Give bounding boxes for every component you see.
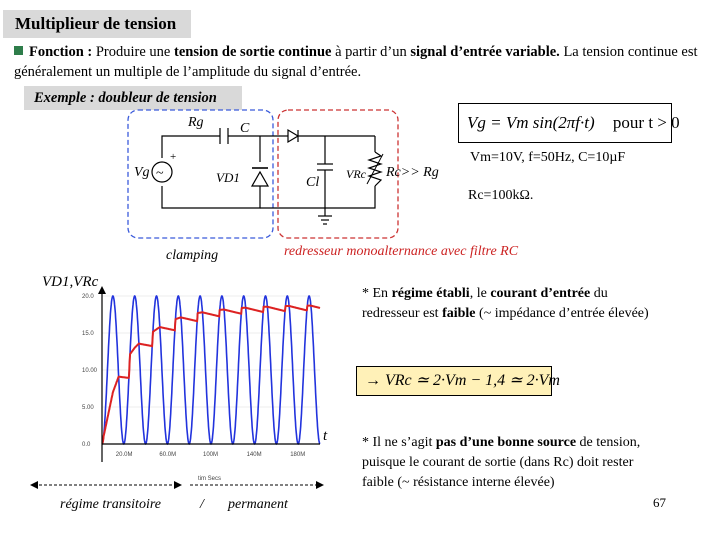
intro-paragraph [14,42,704,82]
label-vrc: VRc [346,167,366,181]
note2-a: * Il ne s’agit [362,435,436,450]
steady-label: permanent [228,497,288,512]
label-vd1: VD1 [216,170,240,185]
note1-c: , le [469,286,491,301]
plot-xlabel: tim Secs [198,476,222,482]
regime-separator: / [200,497,204,512]
vrc-formula-box: → VRc ≃ 2·Vm − 1,4 ≃ 2·Vm [356,366,552,396]
label-plus: + [170,151,177,163]
intro-lead: Fonction : [29,44,96,60]
transient-label: régime transitoire [60,497,161,512]
intro-t2: à partir d’un [331,44,411,60]
label-rg: Rg [188,115,204,130]
label-c: C [240,121,250,136]
note-steady-state [362,284,662,324]
note1-g: (~ impédance d’entrée élevée) [475,306,649,321]
y-axis-arrow-icon [98,286,106,294]
x-tick-label: 100M [203,452,219,458]
input-formula-box [458,103,680,143]
waveform-plot [80,284,340,484]
rectifier-region [278,110,398,238]
circuit-diagram [120,104,460,254]
source-symbol: ~ [156,166,164,181]
example-label: Exemple : doubleur de tension [24,86,242,110]
note1-f: faible [442,306,476,321]
y-tick-label: 10.00 [82,368,98,374]
clamping-label: clamping [166,248,219,263]
intro-t3: La tension continue est généralement un multiple de l’amplitude du signal d’entrée. [14,44,698,80]
plot-ylabel: VD1,VRc [42,274,99,290]
note1-d: courant d’entrée [490,286,591,301]
note1-e: du redresseur est [362,286,608,321]
label-cl: Cl [306,175,320,190]
plot-area [102,292,320,462]
x-tick-label: 60.0M [159,452,177,458]
x-tick-label: 180M [290,452,306,458]
formula-condition: pour t > 0 [612,113,680,132]
regime-arrows [30,478,330,492]
slide-title: Multiplieur de tension [3,10,191,38]
x-tick-label: 140M [246,452,262,458]
page-number: 67 [653,495,666,510]
note2-c: de tension, puisque le courant de sortie (dans Rc) doit rester faible (~ résistance interne élevée) [362,435,641,490]
label-rc-condition: Rc>> Rg [386,165,439,180]
y-tick-label: 15.0 [82,331,94,337]
y-tick-label: 20.0 [82,294,94,300]
square-bullet-icon [14,46,23,55]
params-line-2: Rc=100kΩ. [468,188,534,203]
vg-formula: Vg = Vm sin(2πf·t) [467,113,595,132]
intro-b2: signal d’entrée variable. [410,44,560,60]
rectifier-label: redresseur monoalternance avec filtre RC [284,244,519,259]
note2-b: pas d’une bonne source [435,435,577,450]
label-vg: Vg [134,165,150,180]
x-tick-label: 20.0M [115,452,133,458]
intro-b1: tension de sortie continue [173,44,332,60]
params-line-1: Vm=10V, f=50Hz, C=10µF [470,150,626,165]
y-tick-label: 5.00 [82,405,94,411]
note1-a: * En [362,286,392,301]
intro-t1: Produire une [95,44,174,60]
plot-t-label: t [323,428,328,444]
note1-b: régime établi [391,286,470,301]
note-bad-source [362,433,662,493]
y-tick-label: 0.0 [82,442,91,448]
